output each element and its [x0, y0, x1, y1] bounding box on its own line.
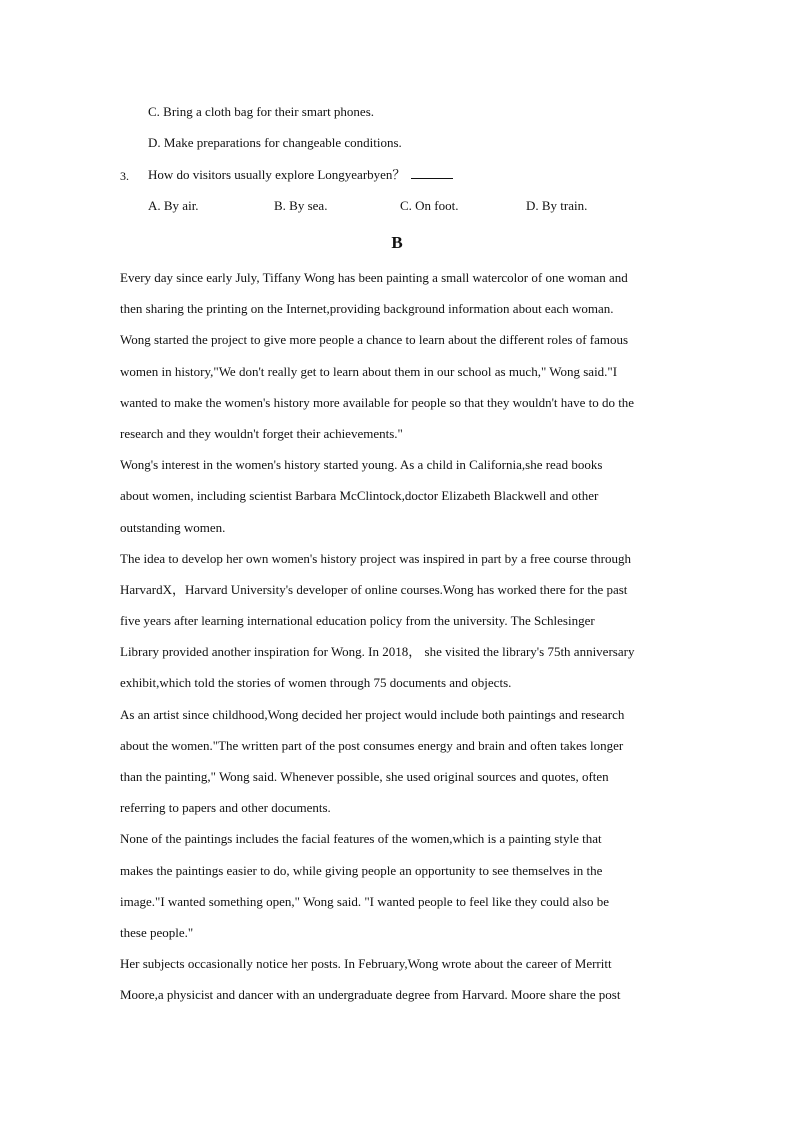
article-line: HarvardX，Harvard University's developer of online courses.Wong has worked there for the past — [120, 581, 628, 597]
answer-d: D. By train. — [526, 198, 588, 213]
question-number: 3. — [120, 169, 129, 183]
article-line: five years after learning international education policy from the university. The Schlesinger — [120, 613, 595, 629]
article-line: makes the paintings easier to do, while giving people an opportunity to see themselves in the — [120, 862, 603, 878]
article-body — [120, 268, 680, 1017]
question-prompt: How do visitors usually explore Longyearbyen？ — [148, 167, 406, 182]
article-line: Library provided another inspiration for Wong. In 2018， she visited the library's 75th anniversary — [120, 644, 635, 660]
article-line: The idea to develop her own women's history project was inspired in part by a free course through — [120, 550, 631, 566]
article-line: wanted to make the women's history more available for people so that they wouldn't have to do the — [120, 394, 635, 410]
article-line: Wong started the project to give more people a chance to learn about the different roles of famous — [120, 332, 629, 348]
answer-a: A. By air. — [148, 198, 199, 213]
article-line: research and they wouldn't forget their achievements." — [120, 425, 403, 441]
article-line: outstanding women. — [120, 519, 226, 535]
article-line: referring to papers and other documents. — [120, 800, 331, 816]
article-line: image."I wanted something open," Wong said. "I wanted people to feel like they could also be — [120, 893, 610, 909]
article-line: about the women."The written part of the post consumes energy and brain and often takes longer — [120, 737, 624, 753]
article-line: then sharing the printing on the Internet,providing background information about each woman. — [120, 301, 614, 317]
answer-c: C. On foot. — [400, 198, 459, 213]
article-line: these people." — [120, 924, 194, 940]
option-d-prev: D. Make preparations for changeable conditions. — [148, 135, 402, 150]
article-line: Every day since early July, Tiffany Wong has been painting a small watercolor of one woman and — [120, 270, 628, 285]
article-line: As an artist since childhood,Wong decided her project would include both paintings and research — [120, 706, 625, 722]
question-text — [148, 166, 453, 183]
article-line: Her subjects occasionally notice her posts. In February,Wong wrote about the career of Merritt — [120, 956, 612, 972]
article-line: women in history,"We don't really get to learn about them in our school as much," Wong said."I — [120, 363, 618, 379]
article-line: about women, including scientist Barbara McClintock,doctor Elizabeth Blackwell and other — [120, 488, 599, 504]
answer-b: B. By sea. — [274, 198, 328, 213]
article-line: exhibit,which told the stories of women through 75 documents and objects. — [120, 675, 512, 691]
article-line: Wong's interest in the women's history started young. As a child in California,she read books — [120, 457, 603, 473]
article-line: Moore,a physicist and dancer with an undergraduate degree from Harvard. Moore share the post — [120, 987, 621, 1003]
section-title: B — [391, 233, 403, 252]
option-c-prev: C. Bring a cloth bag for their smart phones. — [148, 104, 375, 119]
answer-blank — [411, 166, 453, 179]
article-line: than the painting," Wong said. Whenever possible, she used original sources and quotes, often — [120, 769, 609, 784]
article-line: None of the paintings includes the facial features of the women,which is a painting style that — [120, 831, 602, 847]
